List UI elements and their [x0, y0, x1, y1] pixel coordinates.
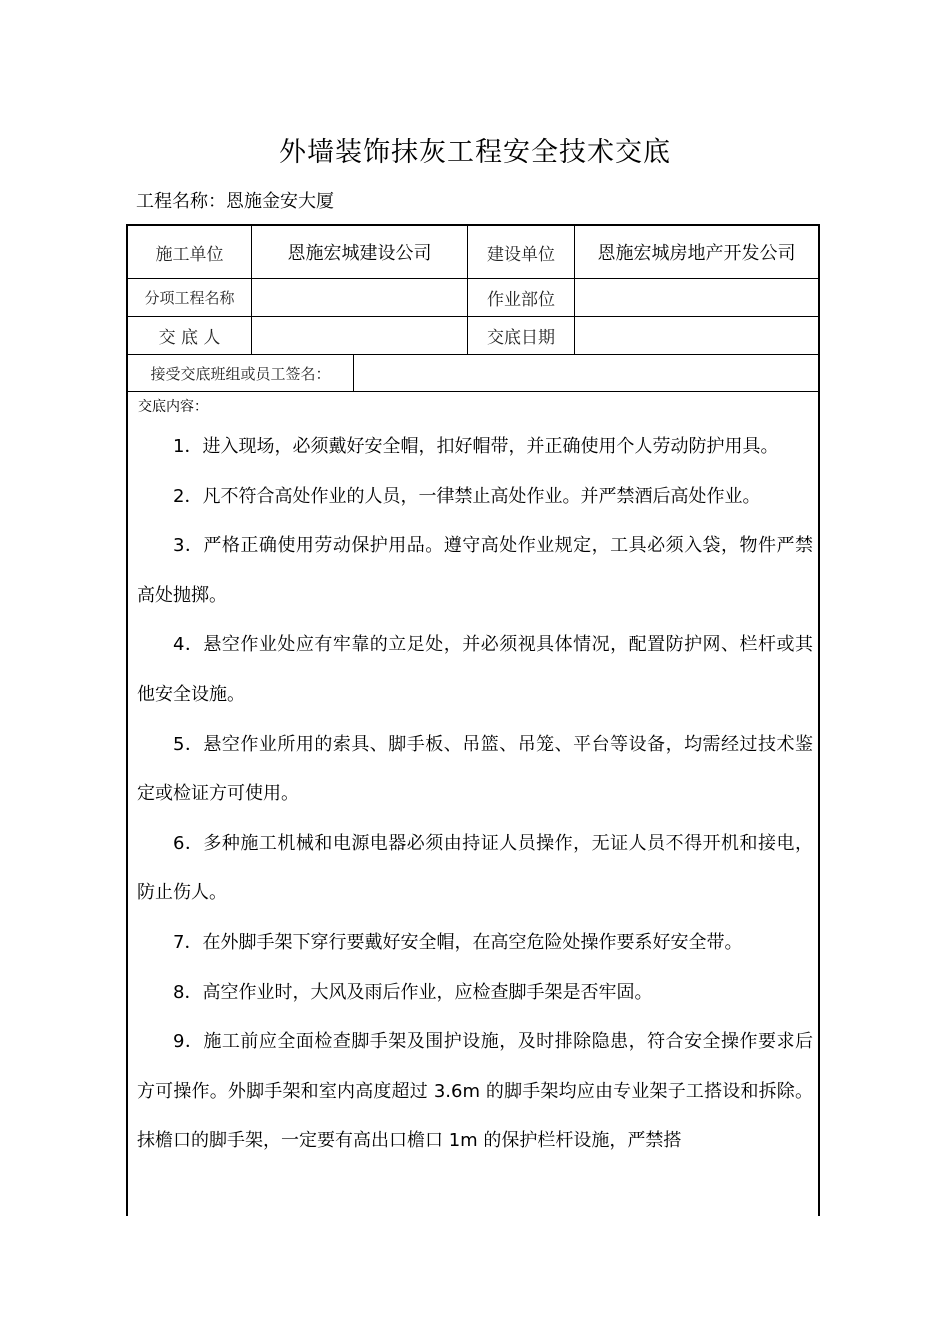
list-item: 8．高空作业时，大风及雨后作业，应检查脚手架是否牢固。: [173, 981, 653, 1003]
construction-unit-value: 恩施宏城建设公司: [252, 226, 468, 278]
list-item: 6．多种施工机械和电源电器必须由持证人员操作，无证人员不得开机和接电，防止伤人。: [137, 832, 813, 904]
list-item: 9．施工前应全面检查脚手架及围护设施，及时排除隐患，符合安全操作要求后方可操作。外脚手架和室内高度超过 3.6m 的脚手架均应由专业架子工搭设和拆除。抹檐口的脚手架，一定要有高出口檐口 1m 的保护栏杆设施，严禁搭: [137, 1031, 813, 1152]
list-item: 2．凡不符合高处作业的人员，一律禁止高处作业。并严禁酒后高处作业。: [173, 485, 761, 507]
table-row: [128, 355, 818, 392]
project-name: 工程名称：恩施金安大厦: [136, 191, 334, 212]
list-item: 7．在外脚手架下穿行要戴好安全帽，在高空危险处操作要系好安全带。: [173, 931, 743, 953]
content-heading: 交底内容：: [138, 399, 208, 415]
table-row: [128, 226, 818, 279]
table-row: [128, 279, 818, 317]
owner-unit-value: 恩施宏城房地产开发公司: [597, 243, 796, 264]
presenter-value: [252, 317, 468, 354]
owner-unit-label: 建设单位: [468, 226, 575, 278]
disclosure-content: [137, 422, 813, 1166]
presenter-label: 交 底 人: [128, 317, 252, 354]
subproject-value: [252, 279, 468, 316]
subproject-label: 分项工程名称: [128, 279, 252, 316]
signature-label: 接受交底班组或员工签名：: [128, 355, 354, 391]
date-value: [575, 317, 818, 354]
list-item: 1．进入现场，必须戴好安全帽，扣好帽带，并正确使用个人劳动防护用具。: [173, 436, 779, 457]
construction-unit-label: 施工单位: [128, 226, 252, 278]
table-row: [128, 317, 818, 355]
date-label: 交底日期: [468, 317, 575, 354]
page-title: 外墙装饰抹灰工程安全技术交底: [279, 137, 671, 168]
disclosure-table: [126, 224, 820, 1216]
list-item: 3．严格正确使用劳动保护用品。遵守高处作业规定，工具必须入袋，物件严禁高处抛掷。: [137, 535, 813, 606]
work-location-value: [575, 279, 818, 316]
list-item: 4．悬空作业处应有牢靠的立足处，并必须视具体情况，配置防护网、栏杆或其他安全设施。: [137, 634, 813, 705]
list-item: 5．悬空作业所用的索具、脚手板、吊篮、吊笼、平台等设备，均需经过技术鉴定或检证方可使用。: [137, 733, 813, 805]
work-location-label: 作业部位: [468, 279, 575, 316]
signature-value: [354, 355, 818, 391]
